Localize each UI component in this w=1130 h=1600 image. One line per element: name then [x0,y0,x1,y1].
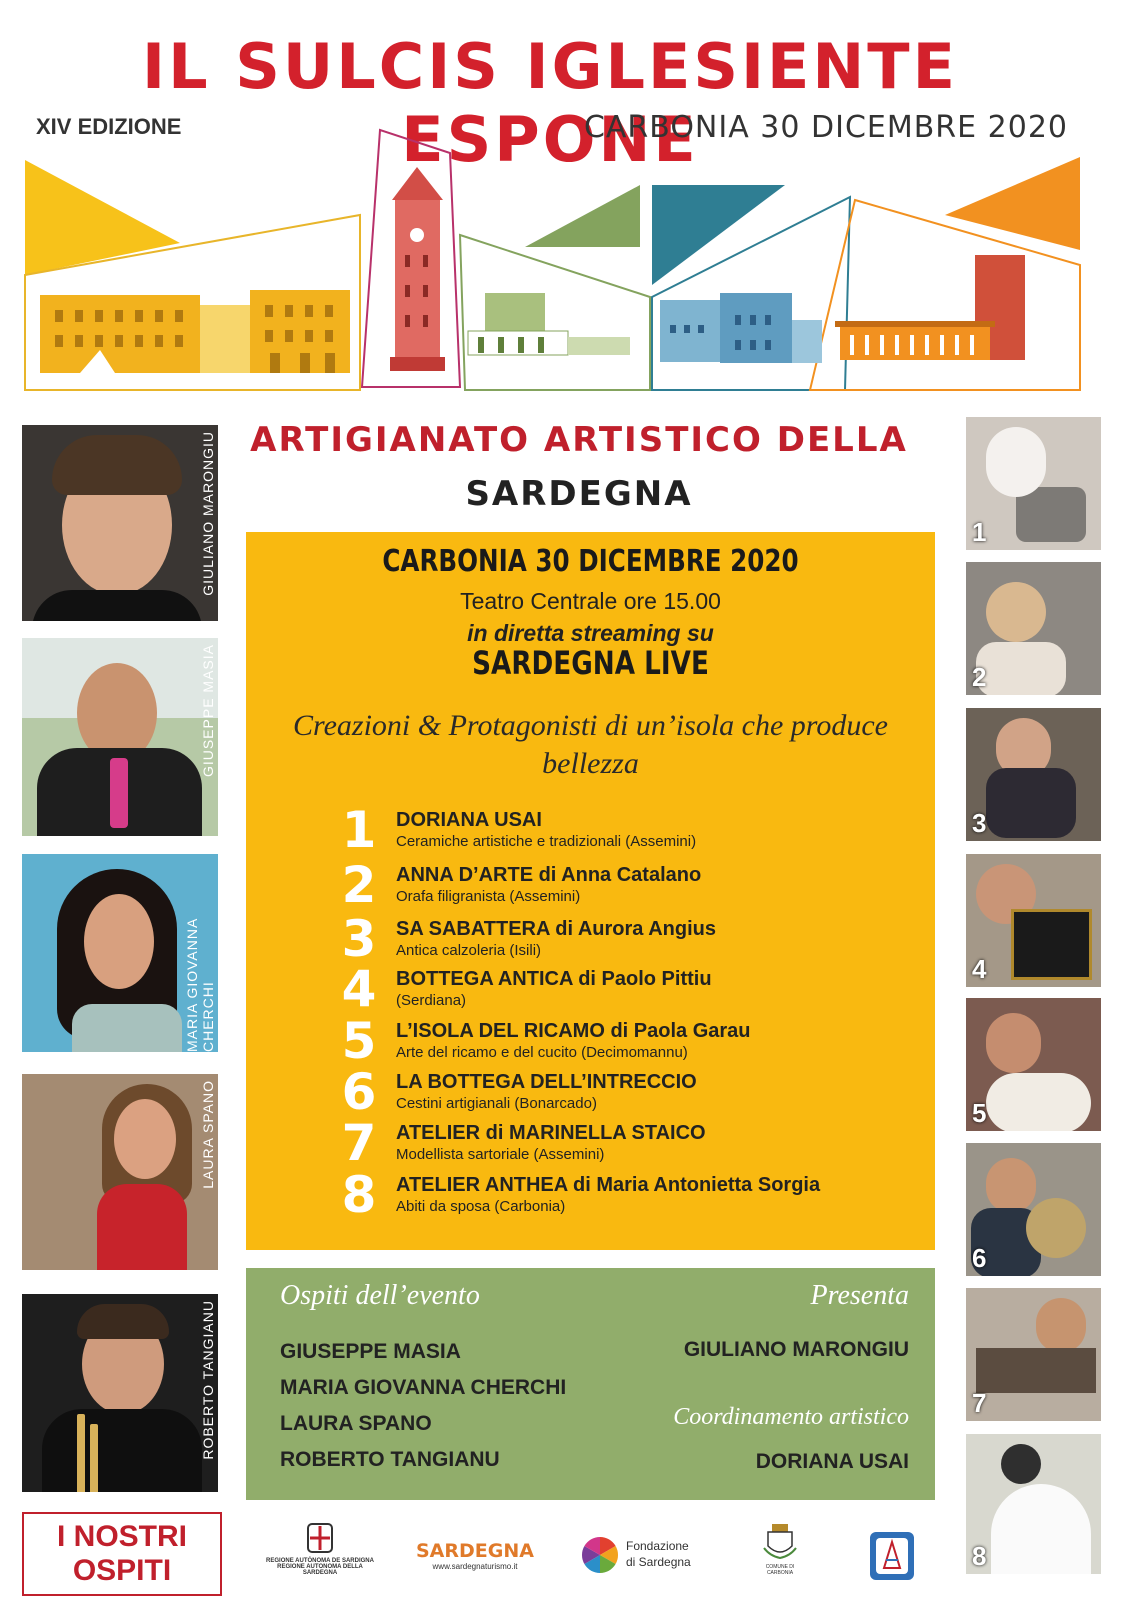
craft-description: Arte del ricamo e del cucito (Decimomannu) [396,1044,688,1061]
craft-photo-7 [966,1288,1101,1421]
guests-panel [246,1268,935,1500]
guest-photo-masia [22,638,218,836]
craft-name: BOTTEGA ANTICA di Paolo Pittiu [396,968,712,990]
list-item [334,1114,924,1172]
cips-logo-icon [868,1530,916,1582]
guest-name: LAURA SPANO [280,1412,432,1435]
guest-photo-tangianu [22,1294,218,1492]
guest-photo-label: GIULIANO MARONGIU [200,431,216,596]
regione-crest-icon [305,1522,335,1554]
fondazione-line1: Fondazione [626,1539,689,1553]
craft-photo-1 [966,417,1101,550]
craft-description: Modellista sartoriale (Assemini) [396,1146,605,1163]
craft-name: ANNA D’ARTE di Anna Catalano [396,864,702,886]
event-title: IL SULCIS IGLESIENTE ESPONE [142,30,958,176]
craft-number: 7 [341,1114,377,1172]
regione-line1: REGIONE AUTÒNOMA DE SARDIGNA [266,1558,374,1564]
guest-photo-label: GIUSEPPE MASIA [200,644,216,778]
craft-description: Cestini artigianali (Bonarcado) [396,1095,597,1112]
comune-line2: CARBONIA [766,1570,794,1576]
header-date: CARBONIA 30 DICEMBRE 2020 [583,110,1068,145]
fondazione-wheel-icon [580,1535,620,1575]
sardegna-brand: SARDEGNA [416,1540,534,1562]
event-date: CARBONIA 30 DICEMBRE 2020 [382,544,799,579]
craft-name: DORIANA USAI [396,809,542,831]
craft-photo-number: 2 [972,662,987,692]
craft-photo-number: 1 [972,517,987,547]
craft-number: 1 [341,801,377,859]
comune-carbonia-logo [752,1522,808,1576]
guest-photo-marongiu [22,425,218,621]
guest-name: MARIA GIOVANNA CHERCHI [280,1376,567,1399]
sardegna-url: www.sardegnaturismo.it [432,1562,518,1571]
guest-photo-spano [22,1074,218,1270]
list-item [334,960,924,1018]
craft-photo-6 [966,1143,1101,1276]
guest-name: ROBERTO TANGIANU [280,1448,500,1471]
list-item [334,856,924,914]
craft-name: ATELIER ANTHEA di Maria Antonietta Sorgia [396,1174,821,1196]
craft-name: ATELIER di MARINELLA STAICO [396,1122,706,1144]
guest-photo-label: MARIA GIOVANNA CHERCHI [184,918,216,1052]
craft-photo-5 [966,998,1101,1131]
craft-photo-3 [966,708,1101,841]
guest-photo-label: ROBERTO TANGIANU [200,1300,216,1460]
fondazione-logo [580,1533,710,1578]
fondazione-line2: di Sardegna [626,1555,691,1569]
craft-number: 3 [341,910,377,968]
craft-photo-2 [966,562,1101,695]
list-item [334,801,924,859]
event-channel: SARDEGNA LIVE [472,644,709,682]
list-item [334,1012,924,1070]
craft-number: 8 [341,1166,377,1224]
our-guests-line1: I NOSTRI [56,1520,187,1553]
craft-name: LA BOTTEGA DELL’INTRECCIO [396,1071,697,1093]
craft-description: Antica calzoleria (Isili) [396,942,542,959]
craft-description: Orafa filigranista (Assemini) [396,888,581,905]
craft-number: 2 [341,856,377,914]
event-streaming: in diretta streaming su [467,620,714,646]
sardegna-turismo-logo [410,1540,540,1571]
guest-photo-cherchi [22,854,218,1052]
craft-photo-number: 3 [972,808,987,838]
craft-number: 6 [341,1063,377,1121]
craft-number: 4 [341,960,377,1018]
regione-logo [260,1522,380,1582]
list-item [334,1063,924,1121]
craft-description: Ceramiche artistiche e tradizionali (Assemini) [396,833,697,850]
event-venue: Teatro Centrale ore 15.00 [460,588,721,614]
presenter-name: GIULIANO MARONGIU [683,1338,909,1361]
craft-photo-number: 7 [972,1388,987,1418]
our-guests-box [22,1512,222,1596]
coordinator-name: DORIANA USAI [755,1450,909,1473]
craft-photo-8 [966,1434,1101,1574]
edition-label: XIV EDIZIONE [36,114,182,139]
craft-photo-number: 8 [972,1541,987,1571]
regione-line2: REGIONE AUTONOMA DELLA SARDEGNA [277,1564,363,1576]
presenter-heading: Presenta [810,1280,909,1311]
comune-crest-icon [762,1522,798,1560]
craft-name: L’ISOLA DEL RICAMO di Paola Garau [396,1020,751,1042]
craft-photo-number: 5 [972,1098,987,1128]
headline-line2: SARDEGNA [465,474,693,514]
coordination-heading: Coordinamento artistico [673,1404,909,1430]
craft-photo-number: 4 [972,954,987,984]
guests-heading: Ospiti dell’evento [280,1280,480,1311]
comune-line1: COMUNE DI [765,1564,795,1570]
list-item [334,1166,924,1224]
guest-name: GIUSEPPE MASIA [280,1340,461,1363]
list-item [334,910,924,968]
event-tagline: Creazioni & Protagonisti di un’isola che produce bellezza [293,709,888,780]
craft-description: (Serdiana) [396,992,467,1009]
our-guests-line2: OSPITI [72,1554,172,1587]
skyline-illustration [20,125,1110,415]
guest-photo-label: LAURA SPANO [200,1080,216,1189]
headline-line1: ARTIGIANATO ARTISTICO DELLA [250,420,908,460]
event-info-panel [246,532,935,1250]
craft-photo-4 [966,854,1101,987]
craft-description: Abiti da sposa (Carbonia) [396,1198,566,1215]
craft-number: 5 [341,1012,377,1070]
craft-photo-number: 6 [972,1243,987,1273]
craft-name: SA SABATTERA di Aurora Angius [396,918,716,940]
